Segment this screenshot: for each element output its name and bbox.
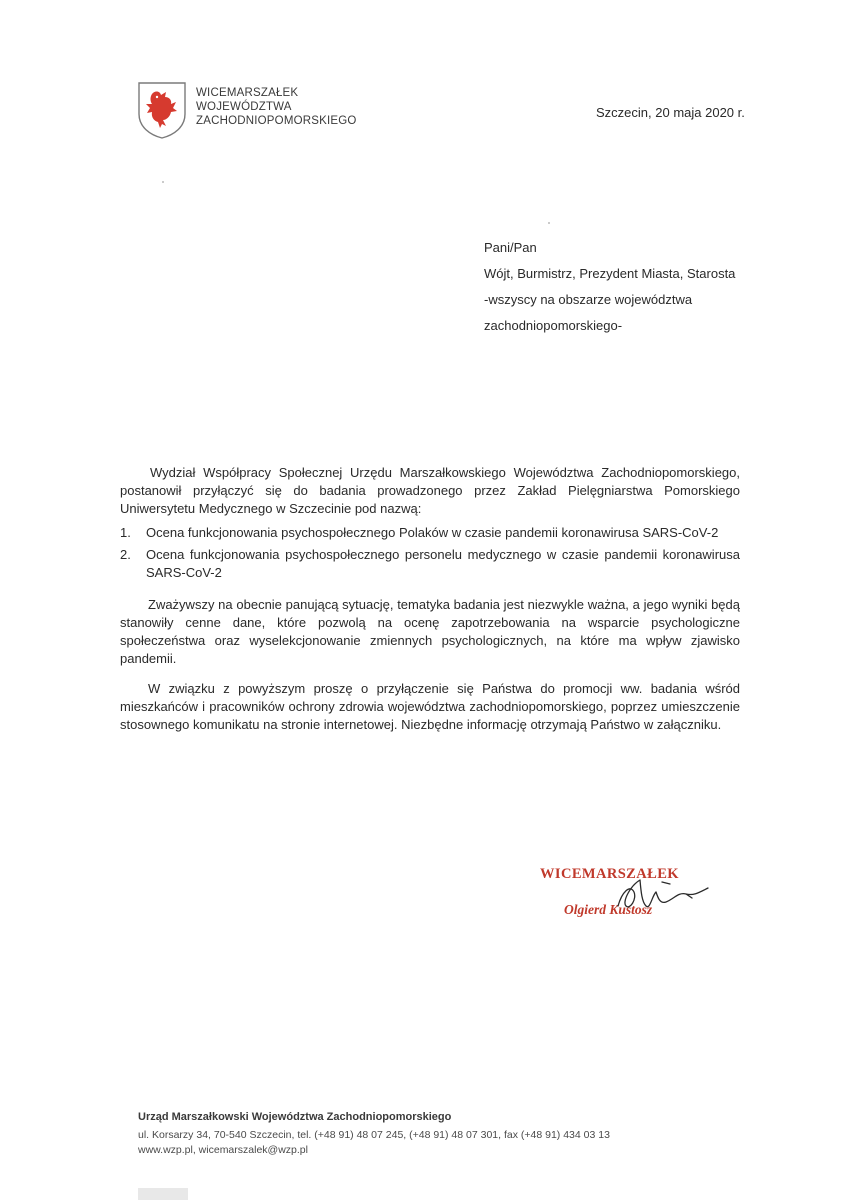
stamp-name: Olgierd Kustosz: [564, 902, 653, 917]
footer-mark: [138, 1188, 188, 1200]
handwritten-signature-icon: [600, 862, 720, 932]
importance-paragraph: Zważywszy na obecnie panującą sytuację, tematyka badania jest niezwykle ważna, a jego wyniki będą stanowiły cenne dane, które pozwolą na ocenę zapotrzebowania na wsparcie psychologiczne społeczeństwa oraz wyselekcjonowanie zmiennych psychologicznych, na które ma wpływ zjawisko pandemii.: [120, 597, 740, 666]
list-item: [120, 524, 740, 542]
intro-paragraph: Wydział Współpracy Społecznej Urzędu Marszałkowskiego Województwa Zachodniopomorskiego, postanowił przyłączyć się do badania prowadzonego przez Zakład Pielęgniarstwa Pomorskiego Uniwersytetu Medycznego w Szczecinie pod nazwą:: [120, 465, 740, 516]
footer-organization: Urząd Marszałkowski Województwa Zachodniopomorskiego: [138, 1111, 452, 1123]
scan-speck: [548, 222, 550, 224]
addressee-line: -wszyscy na obszarze województwa: [484, 292, 693, 307]
addressee-line: Wójt, Burmistrz, Prezydent Miasta, Starosta: [484, 266, 736, 281]
place-date: Szczecin, 20 maja 2020 r.: [596, 105, 745, 120]
office-line: WOJEWÓDZTWA: [196, 101, 292, 113]
scan-speck: [162, 181, 164, 183]
request-paragraph: W związku z powyższym proszę o przyłączenie się Państwa do promocji ww. badania wśród mieszkańców i pracowników ochrony zdrowia województwa zachodniopomorskiego, poprzez umieszczenie stosownego komunikatu na stronie internetowej. Niezbędne informację otrzymają Państwo w załączniku.: [120, 681, 740, 732]
footer-address: ul. Korsarzy 34, 70-540 Szczecin, tel. (+48 91) 48 07 245, (+48 91) 48 07 301, fax (+48 91) 434 03 13: [138, 1129, 610, 1141]
list-item: [120, 546, 740, 582]
office-name: [196, 86, 357, 128]
list-number: 1.: [120, 525, 131, 540]
signature-block: [540, 862, 730, 932]
list-number: 2.: [120, 547, 131, 562]
letter-body: [120, 464, 740, 746]
addressee-block: [484, 235, 735, 339]
office-line: ZACHODNIOPOMORSKIEGO: [196, 115, 357, 127]
footer: [138, 1110, 610, 1158]
griffin-crest-icon: [136, 80, 188, 140]
list-text: Ocena funkcjonowania psychospołecznego personelu medycznego w czasie pandemii koronawirusa SARS-CoV-2: [146, 547, 740, 580]
addressee-line: zachodniopomorskiego-: [484, 318, 623, 333]
list-text: Ocena funkcjonowania psychospołecznego Polaków w czasie pandemii koronawirusa SARS-CoV-2: [146, 525, 719, 540]
office-line: WICEMARSZAŁEK: [196, 87, 299, 99]
survey-list: [120, 524, 740, 582]
footer-web: www.wzp.pl, wicemarszalek@wzp.pl: [138, 1144, 308, 1156]
stamp-title: WICEMARSZAŁEK: [540, 866, 679, 882]
addressee-line: Pani/Pan: [484, 240, 537, 255]
